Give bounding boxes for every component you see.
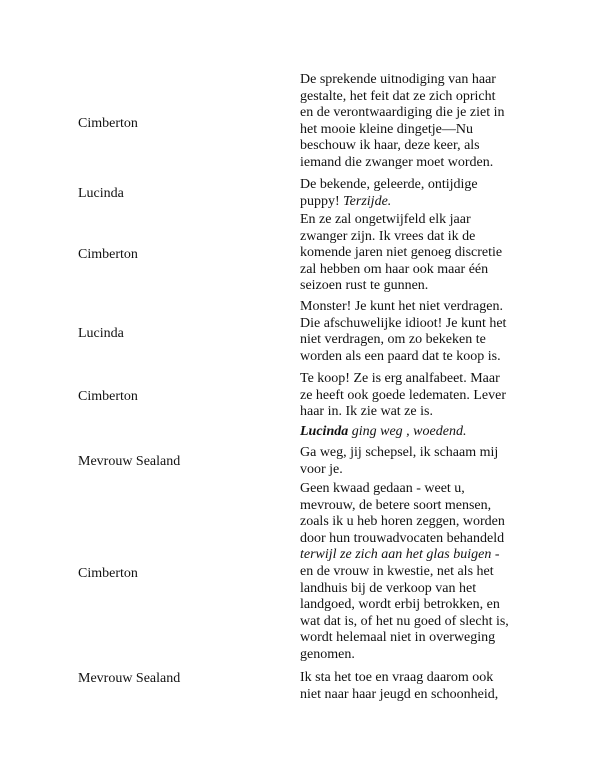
stage-direction: terwijl ze zich aan het glas buigen [300, 547, 492, 563]
speaker-name: Cimberton [78, 389, 138, 404]
speech-text: Monster! Je kunt het niet verdragen. Die afschuwelijke idioot! Je kunt het niet verdragen, om zo bekeken te worden als een paard dat te koop is. [300, 299, 507, 364]
speaker-name: Cimberton [78, 566, 138, 581]
speaker-name: Cimberton [78, 116, 138, 131]
speaker-name: Lucinda [78, 326, 124, 341]
stage-direction: Terzijde. [343, 193, 392, 209]
speech-text: Ga weg, jij schepsel, ik schaam mij voor je. [300, 445, 499, 477]
speech-text: De sprekende uitnodiging van haar gestalte, het feit dat ze zich opricht en de verontwaardiging die je ziet in het mooie kleine dingetje—Nu beschouw ik haar, deze keer, als iemand die zwanger moet worden. [300, 72, 505, 170]
speech-text: Te koop! Ze is erg analfabeet. Maar ze heeft ook goede ledematen. Lever haar in. Ik zie wat ze is. [300, 371, 507, 420]
speaker-name: Mevrouw Sealand [78, 454, 181, 469]
speech-text: De bekende, geleerde, ontijdige puppy! Terzijde. [300, 177, 478, 209]
speech-text: Geen kwaad gedaan - weet u, mevrouw, de betere soort mensen, zoals ik u heb horen zeggen, worden door hun trouwadvocaten behandeld terwijl ze zich aan het glas buigen - en de vrouw in kwestie, net als het landhuis bij de verkoop van het landgoed, wordt erbij betrokken, en wat dat is, of het nu goed of slecht is, wordt helemaal niet in overweging genomen. [300, 481, 509, 662]
speech-text: En ze zal ongetwijfeld elk jaar zwanger zijn. Ik vrees dat ik de komende jaren niet genoeg discretie zal hebben om haar ook maar één seizoen rust te gunnen. [300, 212, 503, 294]
speaker-name: Lucinda [78, 186, 124, 201]
speaker-name: Mevrouw Sealand [78, 671, 181, 686]
stage-direction: Lucinda ging weg , woedend. [300, 424, 467, 439]
speaker-name: Cimberton [78, 247, 138, 262]
speech-text: Ik sta het toe en vraag daarom ook niet naar haar jeugd en schoonheid, [300, 670, 499, 702]
